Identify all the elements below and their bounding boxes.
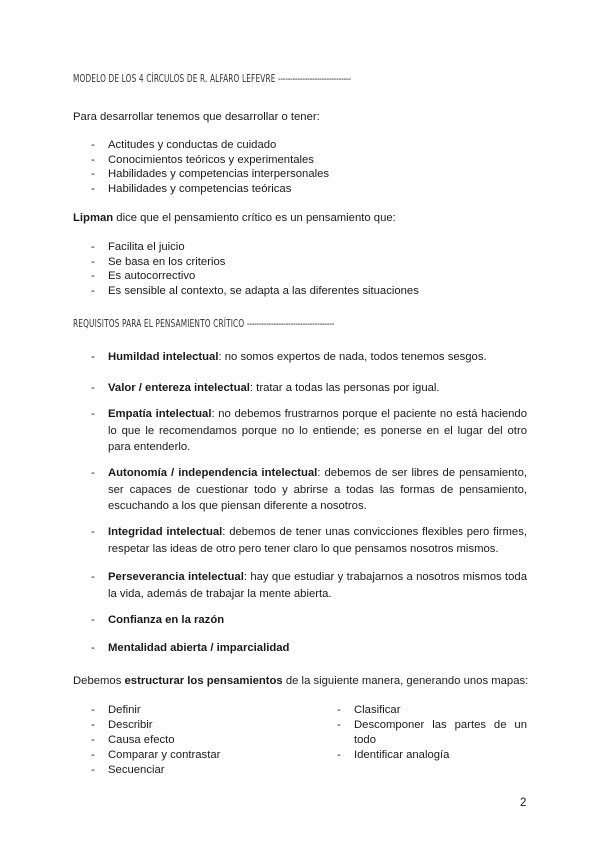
heading-dashes: ------------------------------	[278, 73, 351, 85]
list-item: - Secuenciar	[91, 763, 321, 778]
list-item: - Se basa en los criterios	[91, 255, 419, 270]
requirement-text: : debemos de ser libres de pensamiento, ser capaces de cuestionar todo y abrirse a todas las formas de pensamiento, escuchando a los que piensan diferente a nosotros.	[108, 467, 527, 513]
heading-text: MODELO DE LOS 4 CÍRCULOS DE R. ALFARO LEFEVRE	[73, 73, 276, 85]
list-item: - Comparar y contrastar	[91, 748, 321, 763]
requirement-item	[91, 640, 527, 657]
requirement-text: : tratar a todas las personas por igual.	[249, 382, 440, 394]
list-item: - Actitudes y conductas de cuidado	[91, 138, 329, 153]
requirement-term: Integridad intelectual	[108, 526, 223, 538]
requirement-item	[91, 349, 527, 366]
requirement-item	[91, 465, 527, 515]
list-item: - Clasificar	[337, 703, 527, 718]
structure-term: estructurar los pensamientos	[124, 675, 283, 687]
list-item: - Habilidades y competencias interpersonales	[91, 167, 329, 182]
list-item: - Causa efecto	[91, 733, 321, 748]
requirement-term: Empatía intelectual	[108, 408, 212, 420]
list-item: - Es autocorrectivo	[91, 269, 419, 284]
requirement-text: : debemos de tener unas convicciones flexibles pero firmes, respetar las ideas de otro pero tener claro lo que pensamos nosotros mismos.	[108, 526, 527, 555]
list-item: - Describir	[91, 718, 321, 733]
requirement-term: Valor / entereza intelectual	[108, 382, 250, 394]
requirement-item	[91, 569, 527, 602]
list-item: - Conocimientos teóricos y experimentales	[91, 153, 329, 168]
requirement-term: Autonomía / independencia intelectual	[108, 467, 318, 479]
requirement-term: Perseverancia intelectual	[108, 571, 244, 583]
requirement-term: Mentalidad abierta / imparcialidad	[108, 642, 290, 654]
page-number: 2	[520, 797, 527, 809]
structure-text-pre: Debemos	[73, 675, 125, 687]
list-item: - Definir	[91, 703, 321, 718]
section-heading-requisitos	[73, 318, 334, 330]
list-item: - Identificar analogía	[337, 748, 527, 763]
structure-text-post: de la siguiente manera, generando unos mapas:	[282, 675, 529, 687]
heading-text: REQUISITOS PARA EL PENSAMIENTO CRÍTICO	[73, 318, 245, 330]
list-item: - Facilita el juicio	[91, 240, 419, 255]
requirement-item	[91, 380, 527, 397]
list-item: - Habilidades y competencias teóricas	[91, 182, 329, 197]
requirement-item	[91, 524, 527, 557]
list-item: - Es sensible al contexto, se adapta a las diferentes situaciones	[91, 284, 419, 299]
maps-list-right	[337, 703, 527, 763]
requirement-text: : no debemos frustrarnos porque el paciente no está haciendo lo que le recomendamos porque no lo entiende; es ponerse en el lugar del otro para entenderlo.	[108, 408, 527, 454]
intro-paragraph: Para desarrollar tenemos que desarrollar o tener:	[73, 111, 320, 123]
lipman-paragraph	[73, 211, 396, 226]
requirement-term: Confianza en la razón	[108, 614, 225, 626]
requirement-term: Humildad intelectual	[108, 351, 219, 363]
maps-list-left	[91, 703, 321, 778]
heading-dashes: ------------------------------------	[246, 318, 335, 330]
requirement-item	[91, 612, 527, 629]
requirement-text: : no somos expertos de nada, todos tenemos sesgos.	[218, 351, 487, 363]
section-heading-modelo	[73, 73, 351, 85]
list-actitudes	[91, 138, 329, 197]
list-lipman	[91, 240, 419, 299]
list-item: - Descomponer las partes de un todo	[337, 718, 527, 748]
structure-paragraph	[73, 674, 528, 689]
requirement-text: : hay que estudiar y trabajarnos a nosotros mismos toda la vida, además de trabajar la mente abierta.	[108, 571, 527, 600]
requirement-item	[91, 406, 527, 456]
lipman-text: dice que el pensamiento crítico es un pensamiento que:	[113, 212, 396, 224]
lipman-name: Lipman	[73, 212, 114, 224]
